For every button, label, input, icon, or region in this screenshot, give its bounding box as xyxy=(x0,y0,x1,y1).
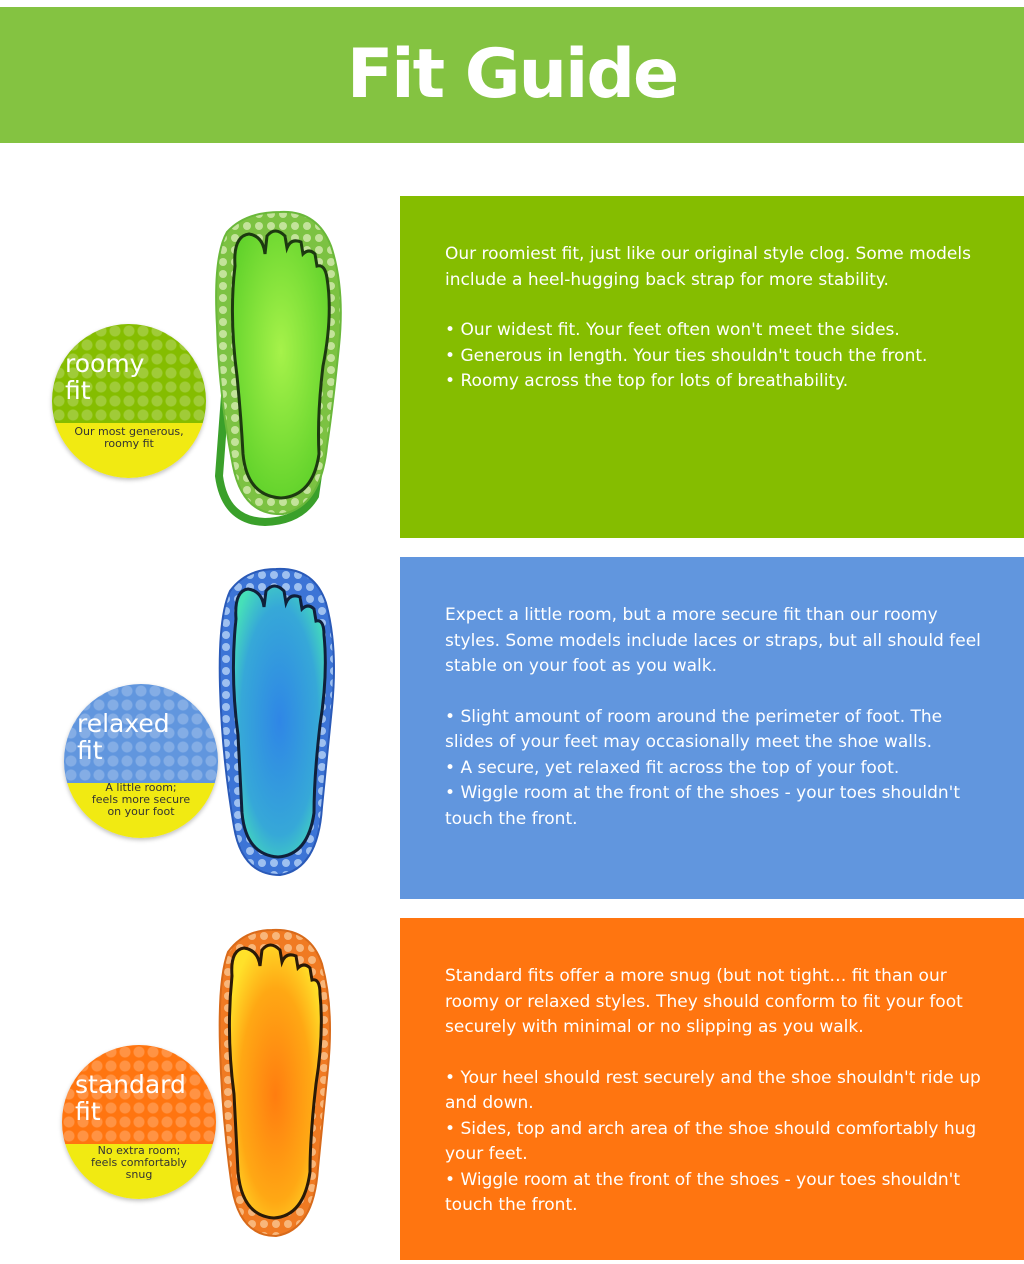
roomy-badge-title: roomy fit xyxy=(65,349,145,405)
relaxed-fit-badge xyxy=(64,684,218,838)
bullet-item: • Wiggle room at the front of the shoes - your toes shouldn't touch the front. xyxy=(445,1168,984,1219)
bullet-item: • A secure, yet relaxed fit across the top of your foot. xyxy=(445,756,984,782)
roomy-fit-panel xyxy=(400,196,1024,538)
section-roomy-fit xyxy=(0,196,1024,538)
standard-bullets xyxy=(445,1066,984,1219)
standard-foot-illustration xyxy=(210,918,344,1248)
bullet-item: • Sides, top and arch area of the shoe should comfortably hug your feet. xyxy=(445,1117,984,1168)
standard-fit-panel xyxy=(400,918,1024,1260)
roomy-intro: Our roomiest fit, just like our original style clog. Some models include a heel-hugging back strap for more stability. xyxy=(445,244,971,290)
relaxed-badge-title: relaxed fit xyxy=(77,709,170,765)
standard-badge-subtitle: No extra room; feels comfortably snug xyxy=(91,1144,187,1181)
standard-intro: Standard fits offer a more snug (but not tight… fit than our roomy or relaxed styles. They should conform to fit your foot securely with minimal or no slipping as you walk. xyxy=(445,966,963,1037)
bullet-item: • Your heel should rest securely and the shoe shouldn't ride up and down. xyxy=(445,1066,984,1117)
relaxed-fit-panel xyxy=(400,557,1024,899)
roomy-badge-subtitle: Our most generous, roomy fit xyxy=(74,425,184,450)
standard-fit-badge xyxy=(62,1045,216,1199)
bullet-item: • Our widest fit. Your feet often won't meet the sides. xyxy=(445,318,984,344)
roomy-fit-badge xyxy=(52,324,206,478)
page-title: Fit Guide xyxy=(346,35,678,114)
relaxed-bullets xyxy=(445,705,984,833)
bullet-item: • Generous in length. Your ties shouldn't touch the front. xyxy=(445,344,984,370)
section-relaxed-fit xyxy=(0,557,1024,899)
bullet-item: • Roomy across the top for lots of breathability. xyxy=(445,369,984,395)
standard-badge-title: standard fit xyxy=(75,1070,186,1126)
relaxed-foot-illustration xyxy=(208,557,348,887)
bullet-item: • Wiggle room at the front of the shoes - your toes shouldn't touch the front. xyxy=(445,781,984,832)
relaxed-badge-subtitle: A little room; feels more secure on your foot xyxy=(91,781,191,818)
roomy-foot-illustration xyxy=(205,196,355,526)
section-standard-fit xyxy=(0,918,1024,1260)
relaxed-intro: Expect a little room, but a more secure fit than our roomy styles. Some models include laces or straps, but all should feel stable on your foot as you walk. xyxy=(445,605,981,676)
roomy-bullets xyxy=(445,318,984,395)
bullet-item: • Slight amount of room around the perimeter of foot. The slides of your feet may occasionally meet the shoe walls. xyxy=(445,705,984,756)
header-banner xyxy=(0,7,1024,143)
